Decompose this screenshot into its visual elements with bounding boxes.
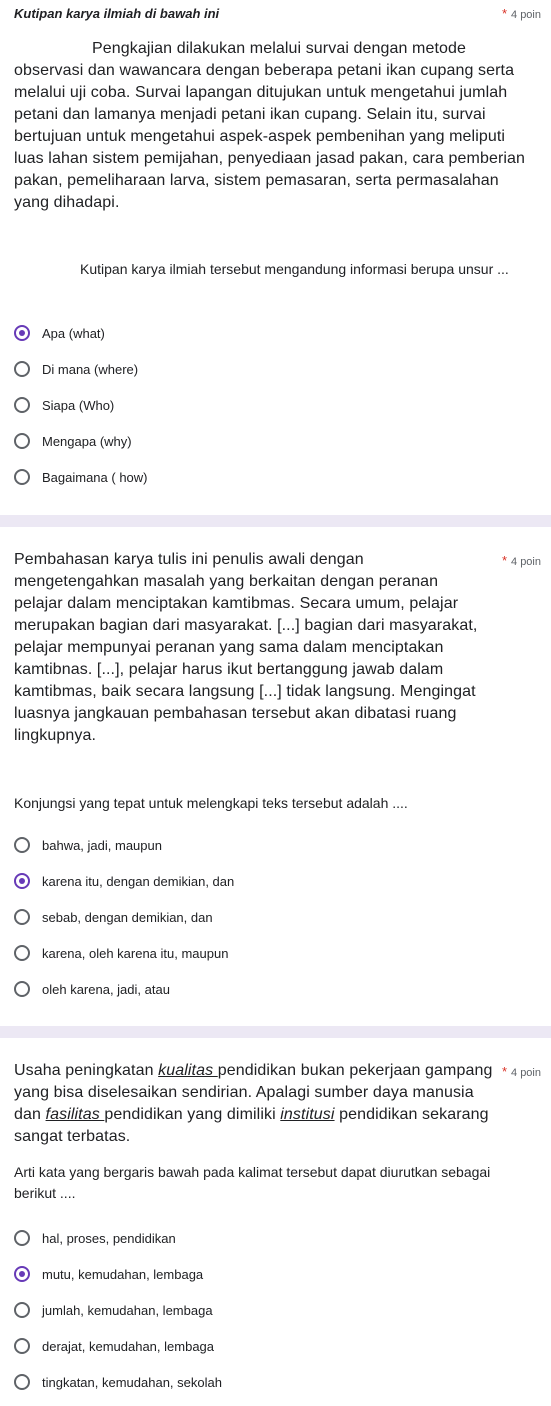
underlined-word: kualitas [158,1062,218,1079]
radio-selected-icon[interactable] [14,873,30,889]
radio-selected-icon[interactable] [14,325,30,341]
radio-icon[interactable] [14,1302,30,1318]
radio-icon[interactable] [14,1338,30,1354]
underlined-word: institusi [280,1106,335,1123]
option-label: Apa (what) [42,325,105,341]
option-label: bahwa, jadi, maupun [42,837,162,853]
question-passage: Pembahasan karya tulis ini penulis awali dengan mengetengahkan masalah yang berkaitan dengan peranan pelajar dalam menciptakan kamtibmas. Secara umum, pelajar merupakan bagian dari masyarakat. [...] bagian dari masyarakat, pelajar mempunyai peranan yang sama dalam menciptakan kamtibnas. [...], pelajar harus ikut bertanggung jawab dalam kamtibmas, baik secara langsung [...] tidak langsung. Mengingat luasnya jangkauan pembahasan tersebut akan dibatasi ruang lingkupnya. [14,551,478,744]
passage-text: pendidikan yang dimiliki [104,1106,281,1123]
option-siapa[interactable] [14,394,114,416]
points-label: 4 poin [511,556,541,568]
option-jumlah[interactable] [14,1299,213,1321]
question-passage: Pengkajian dilakukan melalui survai dengan metode observasi dan wawancara dengan beberapa petani ikan cupang serta melalui uji coba. Survai lapangan ditujukan untuk mengetahui jumlah petani dan lamanya menjadi petani ikan cupang. Selain itu, survai bertujuan untuk mengetahui aspek-aspek pembenihan yang meliputi luas lahan sistem pemijahan, penyediaan jasad pakan, cara pemberian pakan, pemeliharaan larva, sistem pemasaran, serta permasalahan yang dihadapi. [14,40,526,211]
radio-icon[interactable] [14,945,30,961]
radio-icon[interactable] [14,837,30,853]
required-asterisk: * [501,1064,508,1079]
radio-icon[interactable] [14,1230,30,1246]
option-label: mutu, kemudahan, lembaga [42,1266,204,1282]
option-label: karena, oleh karena itu, maupun [42,945,229,961]
points-label: 4 poin [511,9,541,21]
section-separator [0,515,551,527]
radio-icon[interactable] [14,469,30,485]
question-text: Kutipan karya ilmiah tersebut mengandung informasi berupa unsur ... [80,261,509,277]
option-label: oleh karena, jadi, atau [42,981,170,997]
radio-icon[interactable] [14,981,30,997]
option-mengapa[interactable] [14,430,132,452]
radio-icon[interactable] [14,361,30,377]
option-label: Di mana (where) [42,361,139,377]
option-bagaimana[interactable] [14,466,148,488]
question-card-3 [0,1038,551,1406]
option-label: hal, proses, pendidikan [42,1230,176,1246]
option-label: derajat, kemudahan, lembaga [42,1338,215,1354]
option-bahwa[interactable] [14,834,162,856]
option-apa[interactable] [14,322,105,344]
passage-text: pendidikan sekarang sangat terbatas. [14,1106,489,1145]
option-sebab[interactable] [14,906,213,928]
passage-text: Usaha peningkatan [14,1062,159,1079]
required-points [502,553,541,568]
question-text: Konjungsi yang tepat untuk melengkapi teks tersebut adalah .... [14,795,408,811]
option-tingkatan[interactable] [14,1371,222,1393]
required-points [502,1064,541,1079]
option-label: tingkatan, kemudahan, sekolah [42,1374,222,1390]
option-di-mana[interactable] [14,358,138,380]
passage-text: pendidikan bukan pekerjaan gampang yang bisa diselesaikan sendirian. Apalagi sumber daya manusia dan [14,1062,493,1123]
required-points [502,6,541,21]
question-card-2 [0,527,551,1025]
question-header: Kutipan karya ilmiah di bawah ini [14,6,220,21]
option-label: Siapa (Who) [42,397,115,413]
option-label: Mengapa (why) [42,433,132,449]
points-label: 4 poin [511,1067,541,1079]
underlined-word: fasilitas [45,1106,105,1123]
radio-icon[interactable] [14,909,30,925]
option-karena-itu[interactable] [14,870,234,892]
radio-icon[interactable] [14,397,30,413]
radio-icon[interactable] [14,433,30,449]
option-mutu[interactable] [14,1263,203,1285]
question-card-1 [0,0,551,514]
option-label: sebab, dengan demikian, dan [42,909,213,925]
radio-icon[interactable] [14,1374,30,1390]
required-asterisk: * [501,553,508,568]
option-oleh-karena[interactable] [14,978,170,1000]
option-derajat[interactable] [14,1335,214,1357]
option-karena[interactable] [14,942,228,964]
option-label: karena itu, dengan demikian, dan [42,873,235,889]
required-asterisk: * [501,6,508,21]
section-separator [0,1026,551,1038]
option-label: Bagaimana ( how) [42,469,148,485]
question-text: Arti kata yang bergaris bawah pada kalimat tersebut dapat diurutkan sebagai berikut .... [14,1164,491,1201]
option-hal[interactable] [14,1227,176,1249]
radio-selected-icon[interactable] [14,1266,30,1282]
question-passage [14,1060,494,1148]
option-label: jumlah, kemudahan, lembaga [42,1302,213,1318]
